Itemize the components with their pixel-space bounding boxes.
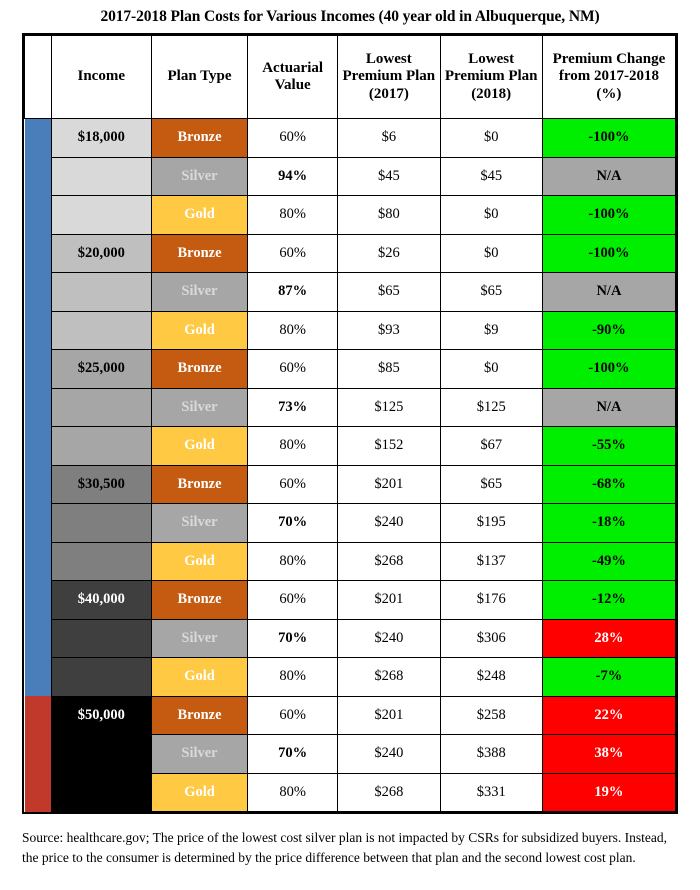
lowest-premium-2018-cell: $0 xyxy=(440,350,542,389)
income-group-color-bar xyxy=(25,542,52,581)
table-row xyxy=(25,427,676,466)
lowest-premium-2018-cell: $125 xyxy=(440,388,542,427)
income-cell xyxy=(51,658,151,697)
lowest-premium-2018-cell: $0 xyxy=(440,234,542,273)
lowest-premium-2017-cell: $240 xyxy=(338,619,440,658)
plan-type-cell: Silver xyxy=(151,735,247,774)
premium-change-cell: 22% xyxy=(542,696,675,735)
table-row xyxy=(25,504,676,543)
premium-change-cell: -100% xyxy=(542,234,675,273)
plan-type-cell: Bronze xyxy=(151,350,247,389)
income-group-color-bar xyxy=(25,273,52,312)
premium-change-cell: -49% xyxy=(542,542,675,581)
lowest-premium-2018-cell: $137 xyxy=(440,542,542,581)
income-group-color-bar xyxy=(25,581,52,620)
lowest-premium-2018-cell: $258 xyxy=(440,696,542,735)
actuarial-value-cell: 60% xyxy=(248,696,338,735)
actuarial-value-cell: 80% xyxy=(248,542,338,581)
lowest-premium-2017-cell: $268 xyxy=(338,542,440,581)
actuarial-value-cell: 80% xyxy=(248,773,338,812)
actuarial-value-cell: 70% xyxy=(248,619,338,658)
premium-change-cell: -100% xyxy=(542,196,675,235)
income-group-color-bar xyxy=(25,658,52,697)
lowest-premium-2017-cell: $26 xyxy=(338,234,440,273)
income-cell xyxy=(51,311,151,350)
lowest-premium-2017-cell: $268 xyxy=(338,658,440,697)
income-group-color-bar xyxy=(25,735,52,774)
plan-type-cell: Bronze xyxy=(151,234,247,273)
table-row xyxy=(25,696,676,735)
premium-change-cell: N/A xyxy=(542,273,675,312)
column-header-plan-type: Plan Type xyxy=(151,36,247,119)
income-cell xyxy=(51,196,151,235)
income-group-color-bar xyxy=(25,350,52,389)
actuarial-value-cell: 70% xyxy=(248,735,338,774)
income-cell xyxy=(51,773,151,812)
income-cell xyxy=(51,542,151,581)
actuarial-value-cell: 73% xyxy=(248,388,338,427)
plan-type-cell: Silver xyxy=(151,388,247,427)
plan-type-cell: Gold xyxy=(151,196,247,235)
column-header-premium-change: Premium Change from 2017-2018 (%) xyxy=(542,36,675,119)
table-row xyxy=(25,388,676,427)
premium-change-cell: -90% xyxy=(542,311,675,350)
income-group-color-bar xyxy=(25,388,52,427)
actuarial-value-cell: 60% xyxy=(248,350,338,389)
lowest-premium-2017-cell: $152 xyxy=(338,427,440,466)
table-body xyxy=(25,119,676,812)
income-cell xyxy=(51,735,151,774)
plan-type-cell: Bronze xyxy=(151,465,247,504)
premium-change-cell: N/A xyxy=(542,388,675,427)
actuarial-value-cell: 87% xyxy=(248,273,338,312)
lowest-premium-2017-cell: $93 xyxy=(338,311,440,350)
income-cell xyxy=(51,388,151,427)
table-row xyxy=(25,234,676,273)
table-row xyxy=(25,619,676,658)
table-header-row xyxy=(25,36,676,119)
income-group-color-bar xyxy=(25,311,52,350)
table-row xyxy=(25,196,676,235)
income-group-color-bar xyxy=(25,119,52,158)
plan-type-cell: Gold xyxy=(151,311,247,350)
actuarial-value-cell: 60% xyxy=(248,465,338,504)
table-row xyxy=(25,735,676,774)
table-row xyxy=(25,773,676,812)
premium-change-cell: N/A xyxy=(542,157,675,196)
lowest-premium-2018-cell: $388 xyxy=(440,735,542,774)
income-group-color-bar xyxy=(25,504,52,543)
table-row xyxy=(25,581,676,620)
income-group-color-bar xyxy=(25,157,52,196)
premium-change-cell: 38% xyxy=(542,735,675,774)
lowest-premium-2017-cell: $201 xyxy=(338,465,440,504)
lowest-premium-2017-cell: $201 xyxy=(338,581,440,620)
column-header-lowest-premium-2018: Lowest Premium Plan (2018) xyxy=(440,36,542,119)
actuarial-value-cell: 80% xyxy=(248,427,338,466)
lowest-premium-2018-cell: $65 xyxy=(440,465,542,504)
lowest-premium-2018-cell: $65 xyxy=(440,273,542,312)
lowest-premium-2018-cell: $9 xyxy=(440,311,542,350)
premium-change-cell: 28% xyxy=(542,619,675,658)
lowest-premium-2017-cell: $268 xyxy=(338,773,440,812)
income-cell xyxy=(51,273,151,312)
income-cell: $25,000 xyxy=(51,350,151,389)
income-group-color-bar xyxy=(25,234,52,273)
plan-type-cell: Silver xyxy=(151,504,247,543)
plan-type-cell: Gold xyxy=(151,658,247,697)
lowest-premium-2017-cell: $6 xyxy=(338,119,440,158)
plan-type-cell: Bronze xyxy=(151,696,247,735)
plan-costs-table-container xyxy=(22,33,678,814)
column-header-actuarial-value: Actuarial Value xyxy=(248,36,338,119)
actuarial-value-cell: 60% xyxy=(248,581,338,620)
source-note: Source: healthcare.gov; The price of the lowest cost silver plan is not impacted by CSRs for subsidized buyers. Instead, the price to the consumer is determined by the price difference between that plan and the second lowest cost plan. xyxy=(22,830,667,865)
premium-change-cell: -55% xyxy=(542,427,675,466)
income-cell: $20,000 xyxy=(51,234,151,273)
lowest-premium-2018-cell: $331 xyxy=(440,773,542,812)
lowest-premium-2018-cell: $67 xyxy=(440,427,542,466)
plan-costs-table xyxy=(24,35,676,812)
income-cell xyxy=(51,427,151,466)
lowest-premium-2017-cell: $125 xyxy=(338,388,440,427)
actuarial-value-cell: 60% xyxy=(248,119,338,158)
actuarial-value-cell: 80% xyxy=(248,658,338,697)
page-title: 2017-2018 Plan Costs for Various Incomes (40 year old in Albuquerque, NM) xyxy=(100,8,600,25)
lowest-premium-2017-cell: $201 xyxy=(338,696,440,735)
plan-type-cell: Gold xyxy=(151,773,247,812)
lowest-premium-2018-cell: $176 xyxy=(440,581,542,620)
lowest-premium-2018-cell: $0 xyxy=(440,119,542,158)
actuarial-value-cell: 80% xyxy=(248,196,338,235)
income-cell: $50,000 xyxy=(51,696,151,735)
income-group-color-bar xyxy=(25,773,52,812)
table-row xyxy=(25,311,676,350)
plan-type-cell: Gold xyxy=(151,427,247,466)
premium-change-cell: -68% xyxy=(542,465,675,504)
income-group-color-bar xyxy=(25,196,52,235)
lowest-premium-2017-cell: $65 xyxy=(338,273,440,312)
lowest-premium-2017-cell: $80 xyxy=(338,196,440,235)
table-row xyxy=(25,273,676,312)
lowest-premium-2018-cell: $0 xyxy=(440,196,542,235)
lowest-premium-2018-cell: $306 xyxy=(440,619,542,658)
plan-type-cell: Bronze xyxy=(151,119,247,158)
table-row xyxy=(25,542,676,581)
lowest-premium-2018-cell: $45 xyxy=(440,157,542,196)
table-row xyxy=(25,465,676,504)
lowest-premium-2017-cell: $85 xyxy=(338,350,440,389)
income-cell xyxy=(51,619,151,658)
table-row xyxy=(25,658,676,697)
table-row xyxy=(25,119,676,158)
income-cell: $40,000 xyxy=(51,581,151,620)
table-row xyxy=(25,350,676,389)
actuarial-value-cell: 94% xyxy=(248,157,338,196)
plan-type-cell: Silver xyxy=(151,619,247,658)
income-cell xyxy=(51,504,151,543)
income-group-color-bar xyxy=(25,696,52,735)
income-cell: $30,500 xyxy=(51,465,151,504)
premium-change-cell: -100% xyxy=(542,350,675,389)
column-header-income: Income xyxy=(51,36,151,119)
lowest-premium-2017-cell: $45 xyxy=(338,157,440,196)
income-group-color-bar xyxy=(25,427,52,466)
premium-change-cell: -12% xyxy=(542,581,675,620)
lowest-premium-2017-cell: $240 xyxy=(338,735,440,774)
actuarial-value-cell: 70% xyxy=(248,504,338,543)
plan-type-cell: Bronze xyxy=(151,581,247,620)
table-header xyxy=(25,36,676,119)
table-row xyxy=(25,157,676,196)
premium-change-cell: -18% xyxy=(542,504,675,543)
lowest-premium-2018-cell: $195 xyxy=(440,504,542,543)
income-cell: $18,000 xyxy=(51,119,151,158)
income-group-color-bar xyxy=(25,465,52,504)
plan-type-cell: Silver xyxy=(151,157,247,196)
column-header-bar xyxy=(25,36,52,119)
premium-change-cell: 19% xyxy=(542,773,675,812)
income-cell xyxy=(51,157,151,196)
premium-change-cell: -7% xyxy=(542,658,675,697)
actuarial-value-cell: 80% xyxy=(248,311,338,350)
column-header-lowest-premium-2017: Lowest Premium Plan (2017) xyxy=(338,36,440,119)
premium-change-cell: -100% xyxy=(542,119,675,158)
actuarial-value-cell: 60% xyxy=(248,234,338,273)
plan-type-cell: Gold xyxy=(151,542,247,581)
lowest-premium-2017-cell: $240 xyxy=(338,504,440,543)
lowest-premium-2018-cell: $248 xyxy=(440,658,542,697)
plan-type-cell: Silver xyxy=(151,273,247,312)
income-group-color-bar xyxy=(25,619,52,658)
